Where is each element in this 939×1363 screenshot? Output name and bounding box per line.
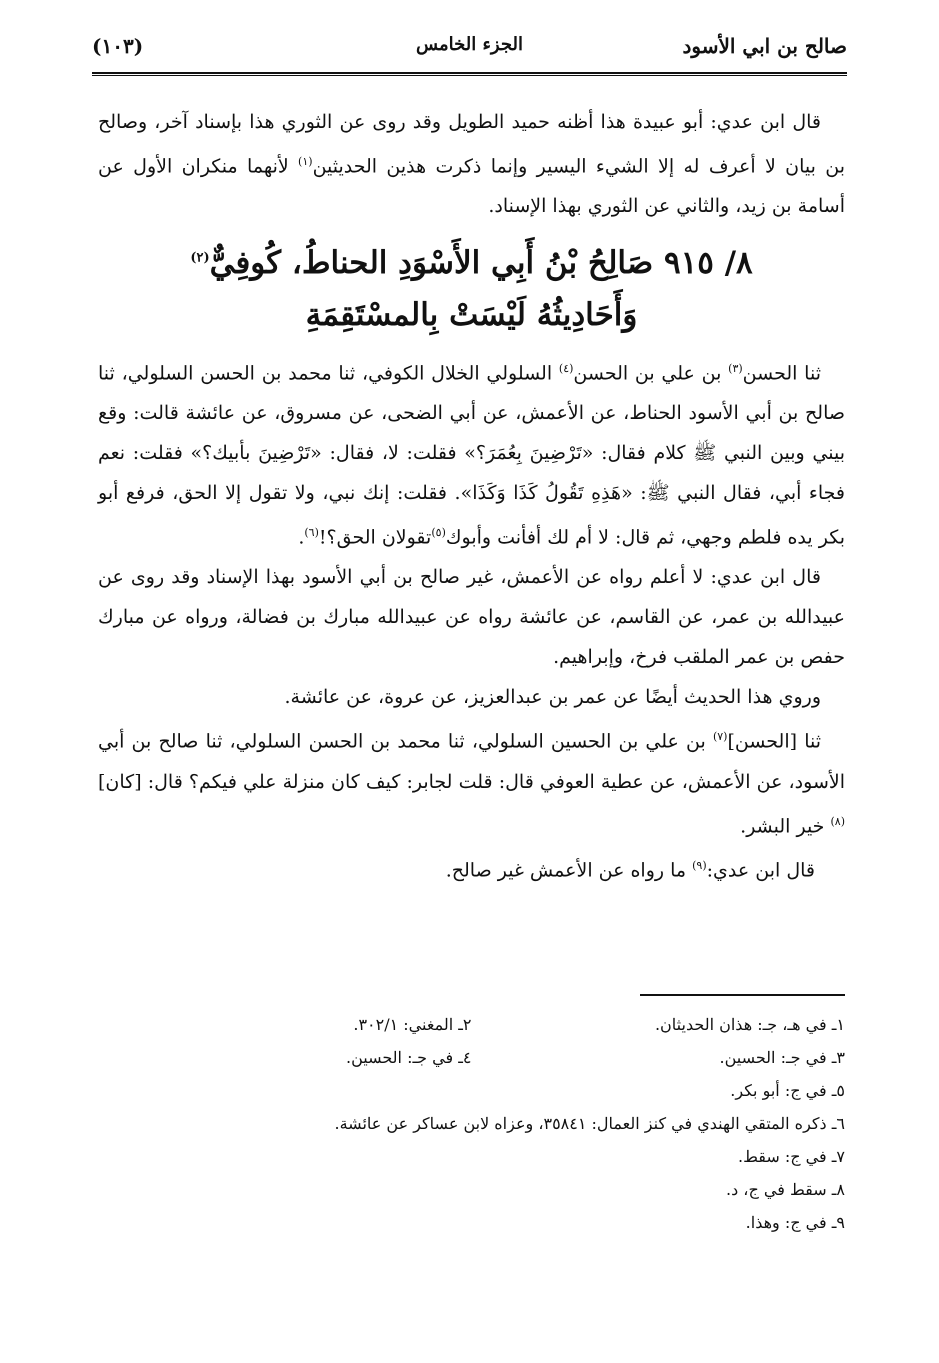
entry-title-line-1 xyxy=(190,245,752,281)
footnote-ref-3: (٣) xyxy=(728,361,743,375)
paragraph-6-b: ما رواه عن الأعمش غير صالح. xyxy=(445,859,693,882)
paragraph-1 xyxy=(98,102,845,226)
paragraph-5-a: ثنا [الحسن] xyxy=(727,730,821,753)
paragraph-1-end: لأنهما منكران الأول عن أسامة بن زيد، والثاني عن الثوري بهذا الإسناد. xyxy=(98,155,845,218)
header-rule-thin xyxy=(92,75,847,76)
running-header xyxy=(92,28,847,66)
paragraph-2-d: تقولان الحق؟! xyxy=(318,526,432,549)
paragraph-2-b: بن علي بن الحسن xyxy=(573,361,729,384)
footnote-2: ٢ـ المغني: ٣٠٢/١. xyxy=(353,1015,472,1034)
footnote-ref-4: (٤) xyxy=(558,361,574,375)
page-number: (١٠٣) xyxy=(92,34,144,58)
paragraph-2-e: . xyxy=(298,526,305,549)
entry-title xyxy=(98,232,845,340)
paragraph-3: قال ابن عدي: لا أعلم رواه عن الأعمش، غير صالح بن أبي الأسود بهذا الإسناد وقد روى عن عبيدالله بن عمر، عن القاسم، عن عائشة رواه عن عبيدالله مبارك بن فضالة، ورواه عن مبارك حفص بن عمر الملقب فرخ، وإبراهيم. xyxy=(98,566,845,669)
footnote-separator xyxy=(640,994,845,996)
footnote-row xyxy=(98,1206,845,1239)
main-text xyxy=(98,102,845,890)
footnote-ref-2: (٢) xyxy=(190,250,210,266)
paragraph-4: وروي هذا الحديث أيضًا عن عمر بن عبدالعزيز، عن عروة، عن عائشة. xyxy=(284,686,821,709)
footnote-9: ٩ـ في ج: وهذا. xyxy=(745,1213,845,1232)
footnotes xyxy=(98,1008,845,1239)
paragraph-2-c: السلولي الخلال الكوفي، ثنا محمد بن الحسن السلولي، ثنا صالح بن أبي الأسود الحناط، عن الأعمش، عن أبي الضحى، عن مسروق، عن عائشة قالت: وقع بيني وبين النبي ﷺ كلام فقال: «تَرْضِينَ بِعُمَرَ؟» فقلت: لا، فقال: «تَرْضِينَ بأبيك؟» فقلت: نعم فجاء أبي، فقال النبي ﷺ: «هَذِهِ تَقُولُ كَذَا وَكَذَا». فقلت: إنك نبي، ولا تقول إلا الحق، فرفع أبو بكر يده فلطم وجهي، ثم قال: لا أم لك أفأنت وأبوك xyxy=(98,361,845,549)
paragraph-5-c: خير البشر. xyxy=(740,814,831,837)
entry-title-line-2: وَأَحَادِيثُهُ لَيْسَتْ بِالمسْتَقِمَةِ xyxy=(305,296,638,333)
footnote-3: ٣ـ في جـ: الحسين. xyxy=(719,1048,845,1067)
footnote-8: ٨ـ سقط في ج، د. xyxy=(726,1180,845,1199)
footnote-ref-1: (١) xyxy=(298,155,313,168)
paragraph-1-text: قال ابن عدي: أبو عبيدة هذا أظنه حميد الطويل وقد روى عن الثوري هذا بإسناد آخر، وصالح بن بيان لا أعرف له إلا الشيء اليسير وإنما ذكرت هذين الحديثين xyxy=(98,111,845,178)
paragraph-6-a: قال ابن عدي: xyxy=(706,859,815,882)
footnote-row xyxy=(98,1074,845,1107)
footnote-4: ٤ـ في جـ: الحسين. xyxy=(345,1048,472,1067)
entry-title-text: ٨/ ٩١٥ صَالِحُ بْنُ أَبِي الأَسْوَدِ الحناطُ، كُوفِيٌّ xyxy=(209,244,753,281)
footnote-ref-7: (٧) xyxy=(712,730,728,744)
footnote-5: ٥ـ في ج: أبو بكر. xyxy=(730,1081,845,1100)
footnote-7: ٧ـ في ج: سقط. xyxy=(737,1147,845,1166)
paragraph-5 xyxy=(98,717,845,846)
footnote-row xyxy=(98,1041,845,1074)
footnote-ref-5: (٥) xyxy=(431,525,446,539)
header-entry-name: صالح بن ابي الأسود xyxy=(682,34,847,58)
header-rule xyxy=(92,72,847,74)
footnote-row xyxy=(98,1173,845,1206)
footnote-row xyxy=(98,1008,845,1041)
footnote-1: ١ـ في هـ، جـ: هذان الحديثان. xyxy=(654,1015,845,1034)
paragraph-2 xyxy=(98,349,845,558)
paragraph-6 xyxy=(98,846,845,890)
footnote-ref-6: (٦) xyxy=(304,525,319,539)
footnote-ref-8: (٨) xyxy=(830,814,845,828)
header-volume: الجزء الخامس xyxy=(416,34,523,55)
footnote-ref-9: (٩) xyxy=(692,858,707,872)
paragraph-2-a: ثنا الحسن xyxy=(742,361,821,384)
footnote-row xyxy=(98,1140,845,1173)
footnote-row xyxy=(98,1107,845,1140)
paragraph-5-b: بن علي بن الحسين السلولي، ثنا محمد بن الحسن السلولي، ثنا صالح بن أبي الأسود، عن الأعمش، عن عطية العوفي قال: قلت لجابر: كيف كان منزلة علي فيكم؟ قال: [كان] xyxy=(98,730,845,793)
footnote-6: ٦ـ ذكره المتقي الهندي في كنز العمال: ٣٥٨٤١، وعزاه لابن عساكر عن عائشة. xyxy=(334,1114,845,1133)
